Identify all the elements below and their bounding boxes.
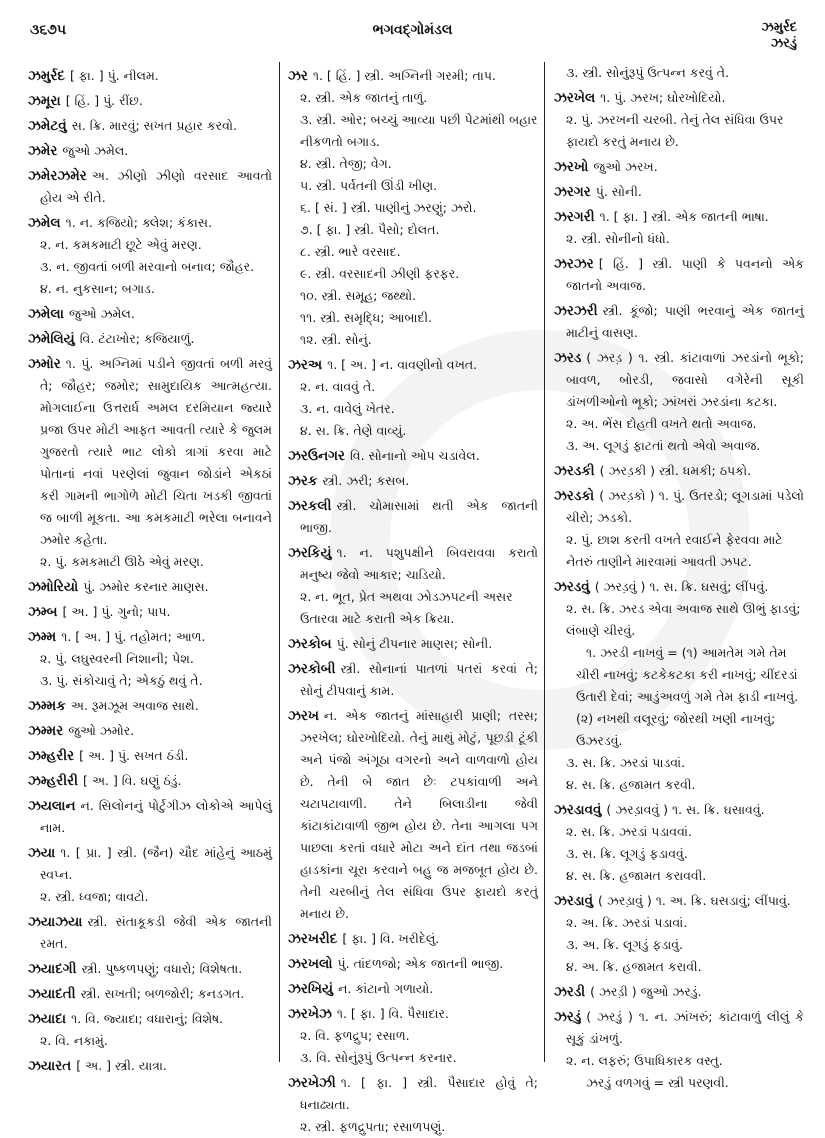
definition: ૧. [ ફા. ] સ્ત્રી. એક જાતની ભાષા. xyxy=(599,209,769,224)
dictionary-entry xyxy=(28,1008,272,1030)
sense-line: ૪. સ. ક્રિ. હજામત કરવી. xyxy=(566,777,696,792)
dictionary-entry xyxy=(28,328,272,350)
headword: ઝરખેઝી xyxy=(288,1075,336,1091)
sense-line: ૩. સ. ક્રિ. ઝરડાં પાડવાં. xyxy=(566,755,686,770)
definition: ૧. વિ. જ્યાદા; વધારાનું; વિશેષ. xyxy=(71,1011,224,1026)
definition: ન. એક જાતનું માંસાહારી પ્રાણી; તરસ; ઝરખેલ; ઘોરખોદિયો. તેનું માથું મોટું, પૂછડી ટૂંકી અને પંજો અંગૂઠા વગરનો અને વાળવાળો હોય છે. તેની બે જાત છેઃ ટપકાંવાળી અને ચટાપટાવાળી. તેને બિલાડીના જેવી કાંટાકાંટાવાળી જીભ હોય છે. તેના આગલા પગ પાછલા કરતાં વધારે મોટા અને દાંત તથા જડબાં હાડકાંના ચૂરા કરવાને બહુ જ મજબૂત હોય છે. તેની ચરબીનું તેલ સંધિવા ઉપર ફાયદો કરતું મનાય છે. xyxy=(300,708,538,921)
definition: જુઓ ઝમોર. xyxy=(68,723,135,738)
definition: ( ઝરડ઼ ) ૧. સ્ત્રી. કાંટાવાળાં ઝરડાંનો ભૂકો; બાવળ, બોરડી, જવાસો વગેરેની સૂકી ડાંખળીઓનો ભૂકો; ઝાંખરાં ઝરડાંના કટકા. xyxy=(566,350,804,409)
sense-line: ૨. અ. ભેંસ દોહતી વખતે થતો અવાજ. xyxy=(566,416,757,431)
dictionary-entry xyxy=(28,911,272,955)
headword: ઝયાદગી xyxy=(28,961,77,977)
definition: ૧. [ પ્રા. ] સ્ત્રી. (જૈન) ચૌદ માંહેનું આઠમું સ્વપ્ન. xyxy=(40,845,272,882)
definition: સ્ત્રી. કૂંજો; પાણી ભરવાનું એક જાતનું માટીનું વાસણ. xyxy=(566,303,804,340)
definition: જુઓ ઝમેલ. xyxy=(62,143,129,158)
sense-line: ૧૧. સ્ત્રી. સમૃદ્ધિ; આબાદી. xyxy=(300,310,433,325)
definition: સ. ક્રિ. મારવું; સખત પ્રહાર કરવો. xyxy=(71,118,238,133)
definition: ૧. [ ફા. ] વિ. પૈસાદાર. xyxy=(336,1006,449,1021)
definition: [ હિં. ] પું. રીંછ. xyxy=(65,93,143,108)
guide-word-last: ઝરડું xyxy=(770,36,797,51)
dictionary-entry xyxy=(554,87,804,109)
dictionary-column-1 xyxy=(28,62,272,1077)
headword: ઝરઝરી xyxy=(554,303,598,319)
headword: ઝરડાવું xyxy=(554,893,593,909)
dictionary-entry xyxy=(554,981,804,1003)
headword: ઝરગર xyxy=(554,184,591,200)
headword: ઝરખેઝ xyxy=(288,1006,332,1022)
page-title: ભગવદ્ગોમંડલ xyxy=(372,22,453,38)
sense-line: ૪. સ. ક્રિ. હજામત કરાવવી. xyxy=(566,868,707,883)
headword: ઝમેલા xyxy=(28,306,64,322)
headword: ઝમ્હરીર xyxy=(28,748,75,764)
guide-words xyxy=(761,20,797,52)
sense-line: ૨. પું. છાશ કરતી વખતે રવાઈને ફેરવવા માટે નેતરું તાણીને મારવામાં આવતી ઝપટ. xyxy=(566,532,783,569)
headword: ઝરખો xyxy=(554,159,589,175)
sense-line: ૨. પું. ઝરખની ચરબી. તેનું તેલ સંધિવા ઉપર ફાયદો કરતું મનાય છે. xyxy=(566,112,784,149)
sense-line: ૪. સ. ક્રિ. તેણે વાવ્યું. xyxy=(300,423,407,438)
dictionary-entry xyxy=(28,65,272,87)
sense-line: ૫. સ્ત્રી. પર્વતની ઊંડી ખીણ. xyxy=(300,178,438,193)
dictionary-entry xyxy=(288,445,538,467)
guide-word-first: ઝમુર્રદ xyxy=(761,20,797,35)
headword: ઝમેરઝમેર xyxy=(28,168,87,184)
dictionary-entry xyxy=(554,253,804,297)
definition: સ્ત્રી. સંતાકૂકડી જેવી એક જાતની રમત. xyxy=(40,914,272,951)
dictionary-entry xyxy=(28,720,272,742)
definition: [ ફા. ] વિ. ખરીદેલું. xyxy=(342,931,440,946)
definition: ( ઝરડ઼વું ) ૧. સ. ક્રિ. ઘસવું; લીંપવું. xyxy=(594,579,769,594)
sense-line: ૨. વિ. નકામું. xyxy=(40,1033,108,1048)
sense-line: ૩. સ્ત્રી. સોનુંરૂપું ઉત્પન્ન કરવું તે. xyxy=(566,65,730,80)
sense-line: ૩. સ. ક્રિ. લૂગડું ફડાવવું. xyxy=(566,846,688,861)
sense-line: ૨. ન. ભૂત, પ્રેત અથવા ઝોડઝપટની અસર ઉતારવા માટે કરાતી એક ક્રિયા. xyxy=(300,589,513,626)
headword: ઝરડકો xyxy=(554,488,595,504)
definition: ૧. [ અ. ] પું. તહોમત; આળ. xyxy=(61,629,206,644)
headword: ઝમોર xyxy=(28,356,61,372)
dictionary-entry xyxy=(28,90,272,112)
definition: વિ. સોનાનો ઓપ ચડાવેલ. xyxy=(349,448,480,463)
headword: ઝરખેલ xyxy=(554,90,596,106)
sense-line: ૮. સ્ત્રી. ભારે વરસાદ. xyxy=(300,244,401,259)
sense-line: ૨. સ્ત્રી. એક જાતનું તાળું. xyxy=(300,90,428,105)
headword: ઝરઅ xyxy=(288,357,323,373)
dictionary-entry xyxy=(28,140,272,162)
dictionary-entry xyxy=(554,890,804,912)
sense-line: ૩. અ. લૂગડું ફાટતાં થતો એવો અવાજ. xyxy=(566,438,761,453)
sense-line: ૨. સ્ત્રી. સોનીનો ધંધો. xyxy=(566,231,670,246)
definition: અ. ઝીણો ઝીણો વરસાદ આવતો હોય એ રીતે. xyxy=(40,168,272,205)
sense-line: ૩. ન. જીવતાં બળી મરવાનો બનાવ; જૌહર. xyxy=(40,259,255,274)
definition: ૧. [ અ. ] ન. વાવણીનો વખત. xyxy=(327,357,478,372)
definition: પું. તાંદળજો; એક જાતની ભાજી. xyxy=(337,956,504,971)
headword: ઝરડું xyxy=(554,1009,582,1025)
headword: ઝરઉનગર xyxy=(288,448,345,464)
definition: પું. સોની. xyxy=(595,184,642,199)
headword: ઝર xyxy=(288,68,308,84)
dictionary-entry xyxy=(28,165,272,209)
definition: [ ફા. ] પું. નીલમ. xyxy=(69,68,159,83)
dictionary-entry xyxy=(288,1003,538,1025)
definition: જુઓ ઝરખ. xyxy=(593,159,658,174)
dictionary-entry xyxy=(288,354,538,376)
headword: ઝમ્મ xyxy=(28,629,57,645)
headword: ઝરડ xyxy=(554,350,582,366)
sense-line: ૪. અ. ક્રિ. હજામત કરાવી. xyxy=(566,959,702,974)
dictionary-entry xyxy=(28,695,272,717)
headword: ઝમેલિયું xyxy=(28,331,75,347)
definition: ૧. પું. ઝરખ; ઘોરખોદિયો. xyxy=(600,90,726,105)
headword: ઝમેલ xyxy=(28,215,61,231)
headword: ઝરડકી xyxy=(554,463,595,479)
headword: ઝયાદતી xyxy=(28,986,76,1002)
dictionary-entry xyxy=(554,156,804,178)
dictionary-entry xyxy=(288,542,538,586)
definition: ૧. [ હિં. ] સ્ત્રી. અગ્નિની ગરમી; તાપ. xyxy=(312,68,496,83)
dictionary-entry xyxy=(288,928,538,950)
dictionary-entry xyxy=(288,495,538,539)
dictionary-entry xyxy=(288,705,538,925)
headword: ઝરડાવવું xyxy=(554,802,602,818)
dictionary-entry xyxy=(28,770,272,792)
headword: ઝરખિયું xyxy=(288,981,334,997)
dictionary-entry xyxy=(288,658,538,702)
sense-line: ૨. સ. ક્રિ. ઝરડાં પડાવવાં. xyxy=(566,824,692,839)
definition: પું. સોનું ટીપનાર માણસ; સોની. xyxy=(336,636,493,651)
dictionary-entry xyxy=(554,206,804,228)
dictionary-entry xyxy=(28,576,272,598)
headword: ઝમેટવું xyxy=(28,118,67,134)
sense-line: ૨. સ્ત્રી. ફળદ્રુપતા; રસાળપણું. xyxy=(300,1119,446,1134)
definition: ( ઝરડ઼ું ) ૧. ન. ઝાંખરું; કાંટાવાળું લીલું કે સૂકું ડાંખળું. xyxy=(566,1009,804,1046)
headword: ઝરખલો xyxy=(288,956,333,972)
definition: ૧. [ ફા. ] સ્ત્રી. પૈસાદાર હોવું તે; ધનાઢ્યતા. xyxy=(300,1075,538,1112)
dictionary-entry xyxy=(554,300,804,344)
definition: ૧. પું. અગ્નિમાં પડીને જીવતાં બળી મરવું તે; જૌહર; જમોર; સામુદાયિક આત્મહત્યા. મોગલાઈના ઉત્તરાર્ધ અમલ દરમિયાન જ્યારે પ્રજા ઉપર મોટી આફત આવતી ત્યારે કે જુલમ ગુજરતો ત્યારે ભાટ લોકો ત્રાગાં કરવા માટે પોતાનાં નવાં પરણેલાં જુવાન જોડાંને એકઠાં કરી ગામની ભાગોળે મોટી ચિતા ખડકી જીવતાં જ બાળી મૂકતા. આ કમકમાટી ભરેલા બનાવને ઝમોર કહેતા. xyxy=(40,356,272,547)
headword: ઝરડવું xyxy=(554,579,590,595)
dictionary-column-3 xyxy=(554,62,804,1094)
sense-line: ૩. પું. સંકોચાવું તે; એકઠું થવું તે. xyxy=(40,673,203,688)
dictionary-column-2 xyxy=(288,62,538,1138)
definition: સ્ત્રી. સખતી; બળજોરી; કનડગત. xyxy=(80,986,245,1001)
definition: [ અ. ] વિ. ઘણું ઠંડું. xyxy=(82,773,182,788)
dictionary-entry xyxy=(28,353,272,551)
definition: [ હિં. ] સ્ત્રી. પાણી કે પવનનો એક જાતનો અવાજ. xyxy=(566,256,804,293)
dictionary-entry xyxy=(28,212,272,234)
definition: જુઓ ઝમેલ. xyxy=(68,306,135,321)
definition: ( ઝરડ઼ાવું ) ૧. અ. ક્રિ. ઘસડાવું; લીંપાવું. xyxy=(598,893,791,908)
dictionary-entry xyxy=(554,1006,804,1050)
headword: ઝમ્મર xyxy=(28,723,64,739)
dictionary-entry xyxy=(554,181,804,203)
headword: ઝમૂરા xyxy=(28,93,61,109)
column-divider xyxy=(279,62,280,1062)
dictionary-entry xyxy=(288,470,538,492)
idiom-line: ઝરડું વળગવું = સ્ત્રી પરણવી. xyxy=(586,1075,729,1090)
dictionary-entry xyxy=(288,1072,538,1116)
sense-line: ૨. ન. લફરું; ઉપાધિકારક વસ્તુ. xyxy=(566,1053,723,1068)
dictionary-entry xyxy=(28,958,272,980)
dictionary-entry xyxy=(554,799,804,821)
headword: ઝમેર xyxy=(28,143,58,159)
sense-line: ૨. વિ. ફળદ્રુપ; રસાળ. xyxy=(300,1028,410,1043)
definition: ( ઝરડ઼કી ) સ્ત્રી. ધમકી; ઠપકો. xyxy=(599,463,752,478)
definition: ન. કાંટાનો ગળાયો. xyxy=(338,981,434,996)
definition: ( ઝરડ઼ાવવું ) ૧. સ. ક્રિ. ઘસાવવું. xyxy=(606,802,765,817)
definition: સ્ત્રી. ઝરી; કસબ. xyxy=(322,473,410,488)
definition: પું. ઝમોર કરનાર માણસ. xyxy=(83,579,209,594)
sense-line: ૧૦. સ્ત્રી. સમૂહ; જથ્થો. xyxy=(300,288,417,303)
definition: વિ. ટંટાખોર; કજિયાળું. xyxy=(79,331,195,346)
column-divider xyxy=(544,62,545,1062)
sense-line: ૩. અ. ક્રિ. લૂગડું ફડાવું. xyxy=(566,937,684,952)
idiom-line: ૧. ઝરડી નાખવું = (૧) આમતેમ ગમે તેમ ચીરી નાખવું; કટકેકટકા કરી નાખવું; ચીંદરડાં ઉતારી દેવાં; આડુંઅવળું ગમે તેમ ફાડી નાખવું. (૨) નખથી વલૂરવું; જોરથી ખણી નાખવું; ઉઝરડવું. xyxy=(576,645,799,748)
dictionary-entry xyxy=(288,978,538,1000)
definition: અ. રૂમઝૂમ અવાજ સાથે. xyxy=(70,698,199,713)
headword: ઝરકોબ xyxy=(288,636,332,652)
sense-line: ૭. [ ફા. ] સ્ત્રી. પૈસો; દોલત. xyxy=(300,222,440,237)
sense-line: ૨. પું. કમકમાટી ઊઠે એવું મરણ. xyxy=(40,554,204,569)
headword: ઝરઝર xyxy=(554,256,594,272)
headword: ઝયા xyxy=(28,845,56,861)
dictionary-entry xyxy=(28,842,272,886)
sense-line: ૩. વિ. સોનુંરૂપું ઉત્પન્ન કરનાર. xyxy=(300,1050,457,1065)
sense-line: ૨. ન. કમકમાટી છૂટે એવું મરણ. xyxy=(40,237,202,252)
sense-line: ૨. પું. લઘુસ્વરની નિશાની; પેશ. xyxy=(40,651,194,666)
headword: ઝરખ xyxy=(288,708,319,724)
headword: ઝયાઝયા xyxy=(28,914,83,930)
definition: ( ઝરડ઼ી ) જુઓ ઝરડું. xyxy=(590,984,702,999)
dictionary-entry xyxy=(28,601,272,623)
headword: ઝયાદા xyxy=(28,1011,67,1027)
sense-line: ૨. ન. વાવવું તે. xyxy=(300,379,376,394)
headword: ઝમ્મક xyxy=(28,698,66,714)
headword: ઝમોરિયો xyxy=(28,579,79,595)
dictionary-entry xyxy=(554,576,804,598)
definition: ન. સિલોનનું પોર્ટુગીઝ લોકોએ આપેલું નામ. xyxy=(40,798,272,835)
headword: ઝમુર્રદ xyxy=(28,68,65,84)
sense-line: ૨. સ. ક્રિ. ઝરડ એવા અવાજ સાથે ઊભું ફાડવું; લંબાણે ચીરવું. xyxy=(566,601,801,638)
sense-line: ૨. સ્ત્રી. ધ્વજા; વાવટો. xyxy=(40,889,149,904)
dictionary-entry xyxy=(28,983,272,1005)
headword: ઝયલાન xyxy=(28,798,76,814)
headword: ઝમ્હરીરી xyxy=(28,773,78,789)
headword: ઝરકોબી xyxy=(288,661,336,677)
headword: ઝરકલી xyxy=(288,498,332,514)
headword: ઝરખરીદ xyxy=(288,931,338,947)
dictionary-entry xyxy=(288,953,538,975)
dictionary-entry xyxy=(28,115,272,137)
definition: ૧. ન. પશુપક્ષીને બિવરાવવા કરાતો મનુષ્ય જેવો આકાર; ચાડિયો. xyxy=(300,545,538,582)
definition: ૧. ન. કજિયો; ક્લેશ; કંકાસ. xyxy=(65,215,212,230)
dictionary-entry xyxy=(28,1055,272,1077)
dictionary-entry xyxy=(288,65,538,87)
definition: [ અ. ] પું. ગુનો; પાપ. xyxy=(62,604,171,619)
dictionary-entry xyxy=(288,633,538,655)
dictionary-entry xyxy=(28,303,272,325)
page-number: ૩૬૭૫ xyxy=(30,22,67,38)
definition: [ અ. ] પું. સખત ઠંડી. xyxy=(79,748,189,763)
headword: ઝરકિયું xyxy=(288,545,332,561)
dictionary-entry xyxy=(554,485,804,529)
dictionary-entry xyxy=(28,795,272,839)
headword: ઝરગરી xyxy=(554,209,595,225)
sense-line: ૧૨. સ્ત્રી. સોનું. xyxy=(300,332,372,347)
dictionary-entry xyxy=(28,626,272,648)
definition: સ્ત્રી. ચોમાસામાં થતી એક જાતની ભાજી. xyxy=(300,498,538,535)
sense-line: ૪. ન. નુકસાન; બગાડ. xyxy=(40,281,155,296)
sense-line: ૩. ન. વાવેલું ખેતર. xyxy=(300,401,395,416)
definition: સ્ત્રી. પુષ્કળપણું; વધારો; વિશેષતા. xyxy=(81,961,243,976)
headword: ઝમ્બ xyxy=(28,604,58,620)
definition: [ અ. ] સ્ત્રી. યાત્રા. xyxy=(76,1058,167,1073)
sense-line: ૬. [ સં. ] સ્ત્રી. પાણીનું ઝરણું; ઝરો. xyxy=(300,200,477,215)
sense-line: ૩. સ્ત્રી. ઓર; બચ્ચું આવ્યા પછી પેટમાંથી બહાર નીકળતો બગાડ. xyxy=(300,112,538,149)
sense-line: ૨. અ. ક્રિ. ઝરડાં પડાવાં. xyxy=(566,915,688,930)
dictionary-entry xyxy=(28,745,272,767)
definition: ( ઝરડ઼કો ) ૧. પું. ઉતરડો; લૂગડામાં પડેલો ચીરો; ઝડકો. xyxy=(566,488,804,525)
definition: સ્ત્રી. સોનાનાં પાતળાં પતરાં કરવાં તે; સોનું ટીપવાનું કામ. xyxy=(300,661,538,698)
dictionary-entry xyxy=(554,460,804,482)
headword: ઝરડી xyxy=(554,984,586,1000)
dictionary-entry xyxy=(554,347,804,413)
headword: ઝયારત xyxy=(28,1058,72,1074)
sense-line: ૯. સ્ત્રી. વરસાદની ઝીણી ફરફર. xyxy=(300,266,460,281)
headword: ઝરક xyxy=(288,473,318,489)
sense-line: ૪. સ્ત્રી. તેજી; વેગ. xyxy=(300,156,392,171)
